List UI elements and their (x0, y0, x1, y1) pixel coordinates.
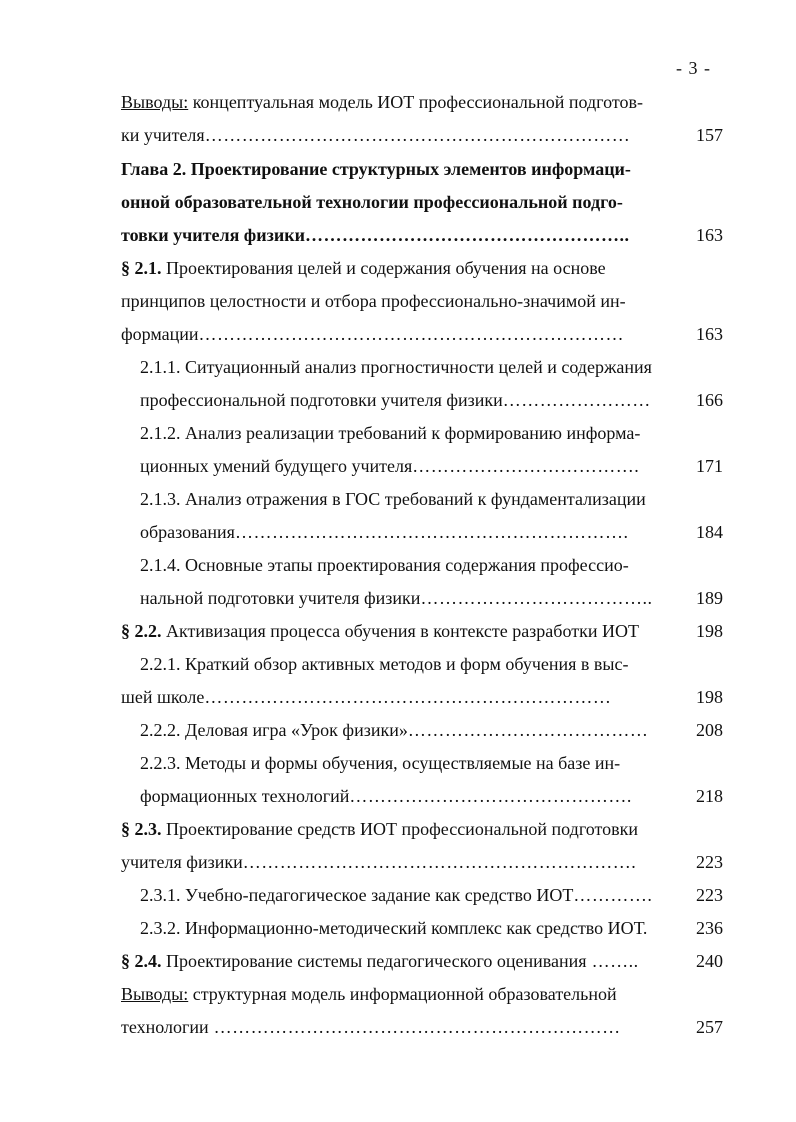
toc-page: 157 (696, 125, 723, 145)
toc-page: 223 (696, 885, 723, 905)
toc-line (121, 817, 638, 841)
toc-text: 2.2.2. Деловая игра «Урок физики» (140, 720, 408, 740)
toc-text: 2.3.1. Учебно-педагогическое задание как средство ИОТ (140, 885, 574, 905)
toc-text: нальной подготовки учителя физики (140, 588, 421, 608)
toc-dots: …………………………………………….. (304, 225, 630, 245)
toc-page: 171 (696, 456, 723, 476)
toc-text: Проектирование средств ИОТ профессиональной подготовки (166, 819, 639, 839)
toc-text: концептуальная модель ИОТ профессиональной подготов- (192, 92, 643, 112)
toc-line (140, 520, 628, 544)
toc-dots: ………………………………………. (349, 786, 632, 806)
toc-page: 166 (696, 390, 723, 410)
toc-line (140, 883, 652, 907)
toc-text: шей школе (121, 687, 205, 707)
toc-label: § 2.1. (121, 258, 162, 278)
toc-line (140, 355, 652, 379)
toc-line (140, 586, 652, 610)
toc-text: Глава 2. Проектирование структурных элементов информаци- (121, 159, 631, 179)
toc-page: 198 (696, 687, 723, 707)
toc-dots: ………………………………………………………… (208, 1017, 621, 1037)
toc-text: Активизация процесса обучения в контексте разработки ИОТ (166, 621, 639, 641)
toc-line (121, 619, 639, 643)
toc-dots: …………. (573, 885, 653, 905)
toc-text: образования (140, 522, 235, 542)
toc-dots: ………………………………………………………. (234, 522, 629, 542)
toc-page: 257 (696, 1017, 723, 1037)
toc-dots: ………………………………………………………… (204, 687, 612, 707)
toc-line (121, 949, 639, 973)
toc-text: 2.2.1. Краткий обзор активных методов и форм обучения в выс- (140, 654, 629, 674)
toc-text: формационных технологий (140, 786, 350, 806)
toc-label: § 2.2. (121, 621, 162, 641)
toc-line (140, 388, 651, 412)
toc-label: Выводы: (121, 984, 189, 1004)
toc-page: 223 (696, 852, 723, 872)
toc-text: 2.2.3. Методы и формы обучения, осуществляемые на базе ин- (140, 753, 621, 773)
toc-dots: ………………………………………………………. (242, 852, 637, 872)
toc-text: 2.1.1. Ситуационный анализ прогностичности целей и содержания (140, 357, 652, 377)
toc-page: 240 (696, 951, 723, 971)
toc-label: Выводы: (121, 92, 189, 112)
toc-text: структурная модель информационной образовательной (192, 984, 617, 1004)
toc-line (140, 916, 647, 940)
toc-text: 2.3.2. Информационно-методический комплекс как средство ИОТ. (140, 918, 648, 938)
toc-line (140, 718, 648, 742)
toc-line (121, 289, 626, 313)
toc-line (140, 421, 640, 445)
toc-label: § 2.4. (121, 951, 162, 971)
toc-text: онной образовательной технологии профессиональной подго- (121, 192, 623, 212)
toc-page: 198 (696, 621, 723, 641)
toc-page: 236 (696, 918, 723, 938)
toc-page: 218 (696, 786, 723, 806)
toc-text: Проектирования целей и содержания обучения на основе (166, 258, 606, 278)
toc-page: 163 (696, 324, 723, 344)
toc-text: формации (121, 324, 199, 344)
toc-line (121, 685, 611, 709)
toc-line (121, 256, 606, 280)
toc-text: ционных умений будущего учителя (140, 456, 413, 476)
toc-line (140, 751, 620, 775)
toc-text: ки учителя (121, 125, 205, 145)
toc-line (140, 553, 629, 577)
toc-dots: ……………………………….. (420, 588, 653, 608)
toc-text: технологии (121, 1017, 209, 1037)
toc-dots: …….. (586, 951, 639, 971)
page-number: - 3 - (676, 58, 711, 78)
toc-dots: …………………………………………………………… (204, 125, 631, 145)
chapter-title (121, 223, 629, 247)
toc-page: 208 (696, 720, 723, 740)
toc-dots: ………………………………… (407, 720, 649, 740)
toc-dots: …………………… (502, 390, 651, 410)
toc-label: § 2.3. (121, 819, 162, 839)
toc-line (121, 850, 636, 874)
toc-line (121, 123, 630, 147)
toc-text: 2.1.2. Анализ реализации требований к формированию информа- (140, 423, 641, 443)
toc-line (140, 652, 629, 676)
toc-line (121, 1015, 621, 1039)
toc-text: учителя физики (121, 852, 243, 872)
toc-text: принципов целостности и отбора профессионально-значимой ин- (121, 291, 626, 311)
toc-text: профессиональной подготовки учителя физики (140, 390, 503, 410)
toc-line (121, 982, 617, 1006)
chapter-title (121, 157, 631, 181)
toc-dots: ………………………………. (412, 456, 640, 476)
toc-text: 2.1.3. Анализ отражения в ГОС требований к фундаментализации (140, 489, 646, 509)
toc-text: товки учителя физики (121, 225, 305, 245)
toc-page: 189 (696, 588, 723, 608)
toc-line (140, 487, 646, 511)
toc-line (121, 90, 643, 114)
toc-text: Проектирование системы педагогического оценивания (166, 951, 587, 971)
toc-page: 163 (696, 225, 723, 245)
toc-line (121, 322, 624, 346)
chapter-title (121, 190, 623, 214)
toc-line (140, 454, 639, 478)
toc-dots: …………………………………………………………… (198, 324, 625, 344)
toc-text: 2.1.4. Основные этапы проектирования содержания профессио- (140, 555, 629, 575)
toc-line (140, 784, 632, 808)
toc-page: 184 (696, 522, 723, 542)
